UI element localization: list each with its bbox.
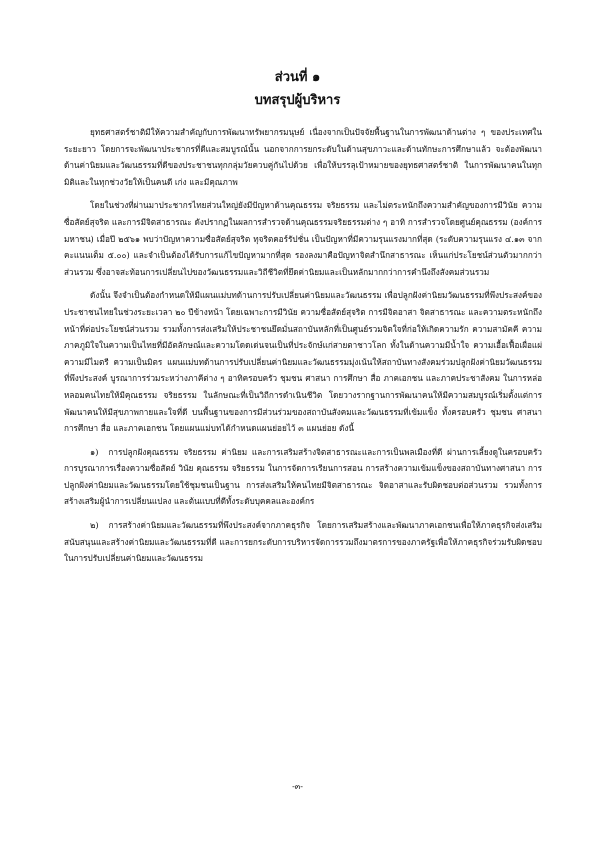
paragraph-problems: โดยในช่วงที่ผ่านมาประชากรไทยส่วนใหญ่ยังมีปัญหาด้านคุณธรรม จริยธรรม และไม่ตระหนักถึงความสำคัญของการมีวินัย ความซื่อสัตย์สุจริต และการมีจิตสาธารณะ ดังปรากฏในผลการสำรวจด้านคุณธรรมจริยธรรมต่าง ๆ อาทิ การสำรวจโดยศูนย์คุณธรรม (องค์การมหาชน) เมื่อปี ๒๕๖๑ พบว่าปัญหาความซื่อสัตย์สุจริต ทุจริตคอร์รัปชั่น เป็นปัญหาที่มีความรุนแรงมากที่สุด (ระดับความรุนแรง ๔.๑๓ จากคะแนนเต็ม ๕.๐๐) และจำเป็นต้องได้รับการแก้ไขปัญหามากที่สุด รองลงมาคือปัญหาจิตสำนึกสาธารณะ เห็นแก่ประโยชน์ส่วนตัวมากกว่าส่วนรวม ซึ่งอาจสะท้อนการเปลี่ยนไปของวัฒนธรรมและวิถีชีวิตที่ยึดค่านิยมและเป็นหลักมากกว่าการคำนึงถึงสังคมส่วนรวม [64,200,542,277]
page-number: -๓- [292,782,303,791]
paragraph-master-plan: ดังนั้น จึงจำเป็นต้องกำหนดให้มีแผนแม่บทด้านการปรับเปลี่ยนค่านิยมและวัฒนธรรม เพื่อปลูกฝังค่านิยมวัฒนธรรมที่พึงประสงค์ของประชาชนไทยในช่วงระยะเวลา ๒๐ ปีข้างหน้า โดยเฉพาะการมีวินัย ความซื่อสัตย์สุจริต การมีจิตอาสา จิตสาธารณะ และความตระหนักถึงหน้าที่ต่อประโยชน์ส่วนรวม รวมทั้งการส่งเสริมให้ประชาชนยึดมั่นสถาบันหลักที่เป็นศูนย์รวมจิตใจที่ก่อให้เกิดความรัก ความสามัคคี ความภาคภูมิใจในความเป็นไทยที่มีอัตลักษณ์และความโดดเด่นจนเป็นที่ประจักษ์แก่สายตาชาวโลก ทั้งในด้านความมีน้ำใจ ความเอื้อเฟื้อเผื่อแผ่ ความมีไมตรี ความเป็นมิตร แผนแม่บทด้านการปรับเปลี่ยนค่านิยมและวัฒนธรรมมุ่งเน้นให้สถาบันทางสังคมร่วมปลูกฝังค่านิยมวัฒนธรรมที่พึงประสงค์ บูรณาการร่วมระหว่างภาคีต่าง ๆ อาทิครอบครัว ชุมชน ศาสนา การศึกษา สื่อ ภาคเอกชน และภาคประชาสังคม ในการหล่อหลอมคนไทยให้มีคุณธรรม จริยธรรม ในลักษณะที่เป็นวิถีการดำเนินชีวิต โดยวางรากฐานการพัฒนาคนให้มีความสมบูรณ์เริ่มตั้งแต่การพัฒนาคนให้มีสุขภาพกายและใจที่ดี บนพื้นฐานของการมีส่วนร่วมของสถาบันสังคมและวัฒนธรรมที่เข้มแข็ง ทั้งครอบครัว ชุมชน ศาสนา การศึกษา สื่อ และภาคเอกชน โดยแผนแม่บทได้กำหนดแผนย่อยไว้ ๓ แผนย่อย ดังนี้ [64,290,542,434]
section-heading: ส่วนที่ ๑ [274,70,321,85]
paragraph-importance: ยุทธศาสตร์ชาติมีให้ความสำคัญกับการพัฒนาทรัพยากรมนุษย์ เนื่องจากเป็นปัจจัยพื้นฐานในการพัฒนาด้านต่าง ๆ ของประเทศในระยะยาว โดยการจะพัฒนาประชากรที่ดีและสมบูรณ์นั้น นอกจากการยกระดับในด้านสุขภาวะและด้านทักษะการศึกษาแล้ว จะต้องพัฒนาด้านค่านิยมและวัฒนธรรมที่ดีของประชาชนทุกกลุ่มวัยควบคู่กันไปด้วย เพื่อให้บรรลุเป้าหมายของยุทธศาสตร์ชาติ ในการพัฒนาคนในทุกมิติและในทุกช่วงวัยให้เป็นคนดี เก่ง และมีคุณภาพ [64,127,542,187]
list-item-text: การสร้างค่านิยมและวัฒนธรรมที่พึงประสงค์จากภาคธุรกิจ โดยการเสริมสร้างและพัฒนาภาคเอกชนเพื่อให้ภาคธุรกิจส่งเสริมสนับสนุนและสร้างค่านิยมและวัฒนธรรมที่ดี และการยกระดับการบริหารจัดการรวมถึงมาตรการของภาครัฐเพื่อให้ภาคธุรกิจร่วมรับผิดชอบในการปรับเปลี่ยนค่านิยมและวัฒนธรรม [64,520,542,564]
list-item [64,444,542,510]
document-title: บทสรุปผู้บริหาร [254,93,341,108]
list-item [64,517,542,567]
list-item-number: ๒) [90,520,99,531]
document-body [64,124,542,574]
list-item-number: ๑) [90,446,99,457]
list-item-text: การปลูกฝังคุณธรรม จริยธรรม ค่านิยม และการเสริมสร้างจิตสาธารณะและการเป็นพลเมืองที่ดี ผ่านการเลี้ยงดูในครอบครัว การบูรณาการเรื่องความซื่อสัตย์ วินัย คุณธรรม จริยธรรม ในการจัดการเรียนการสอน การสร้างความเข้มแข็งของสถาบันทางศาสนา การปลูกฝังค่านิยมและวัฒนธรรมโดยใช้ชุมชนเป็นฐาน การส่งเสริมให้คนไทยมีจิตสาธารณะ จิตอาสาและรับผิดชอบต่อส่วนรวม รวมทั้งการสร้างเสริมผู้นำการเปลี่ยนแปลง และต้นแบบที่ดีทั้งระดับบุคคลและองค์กร [64,446,542,507]
